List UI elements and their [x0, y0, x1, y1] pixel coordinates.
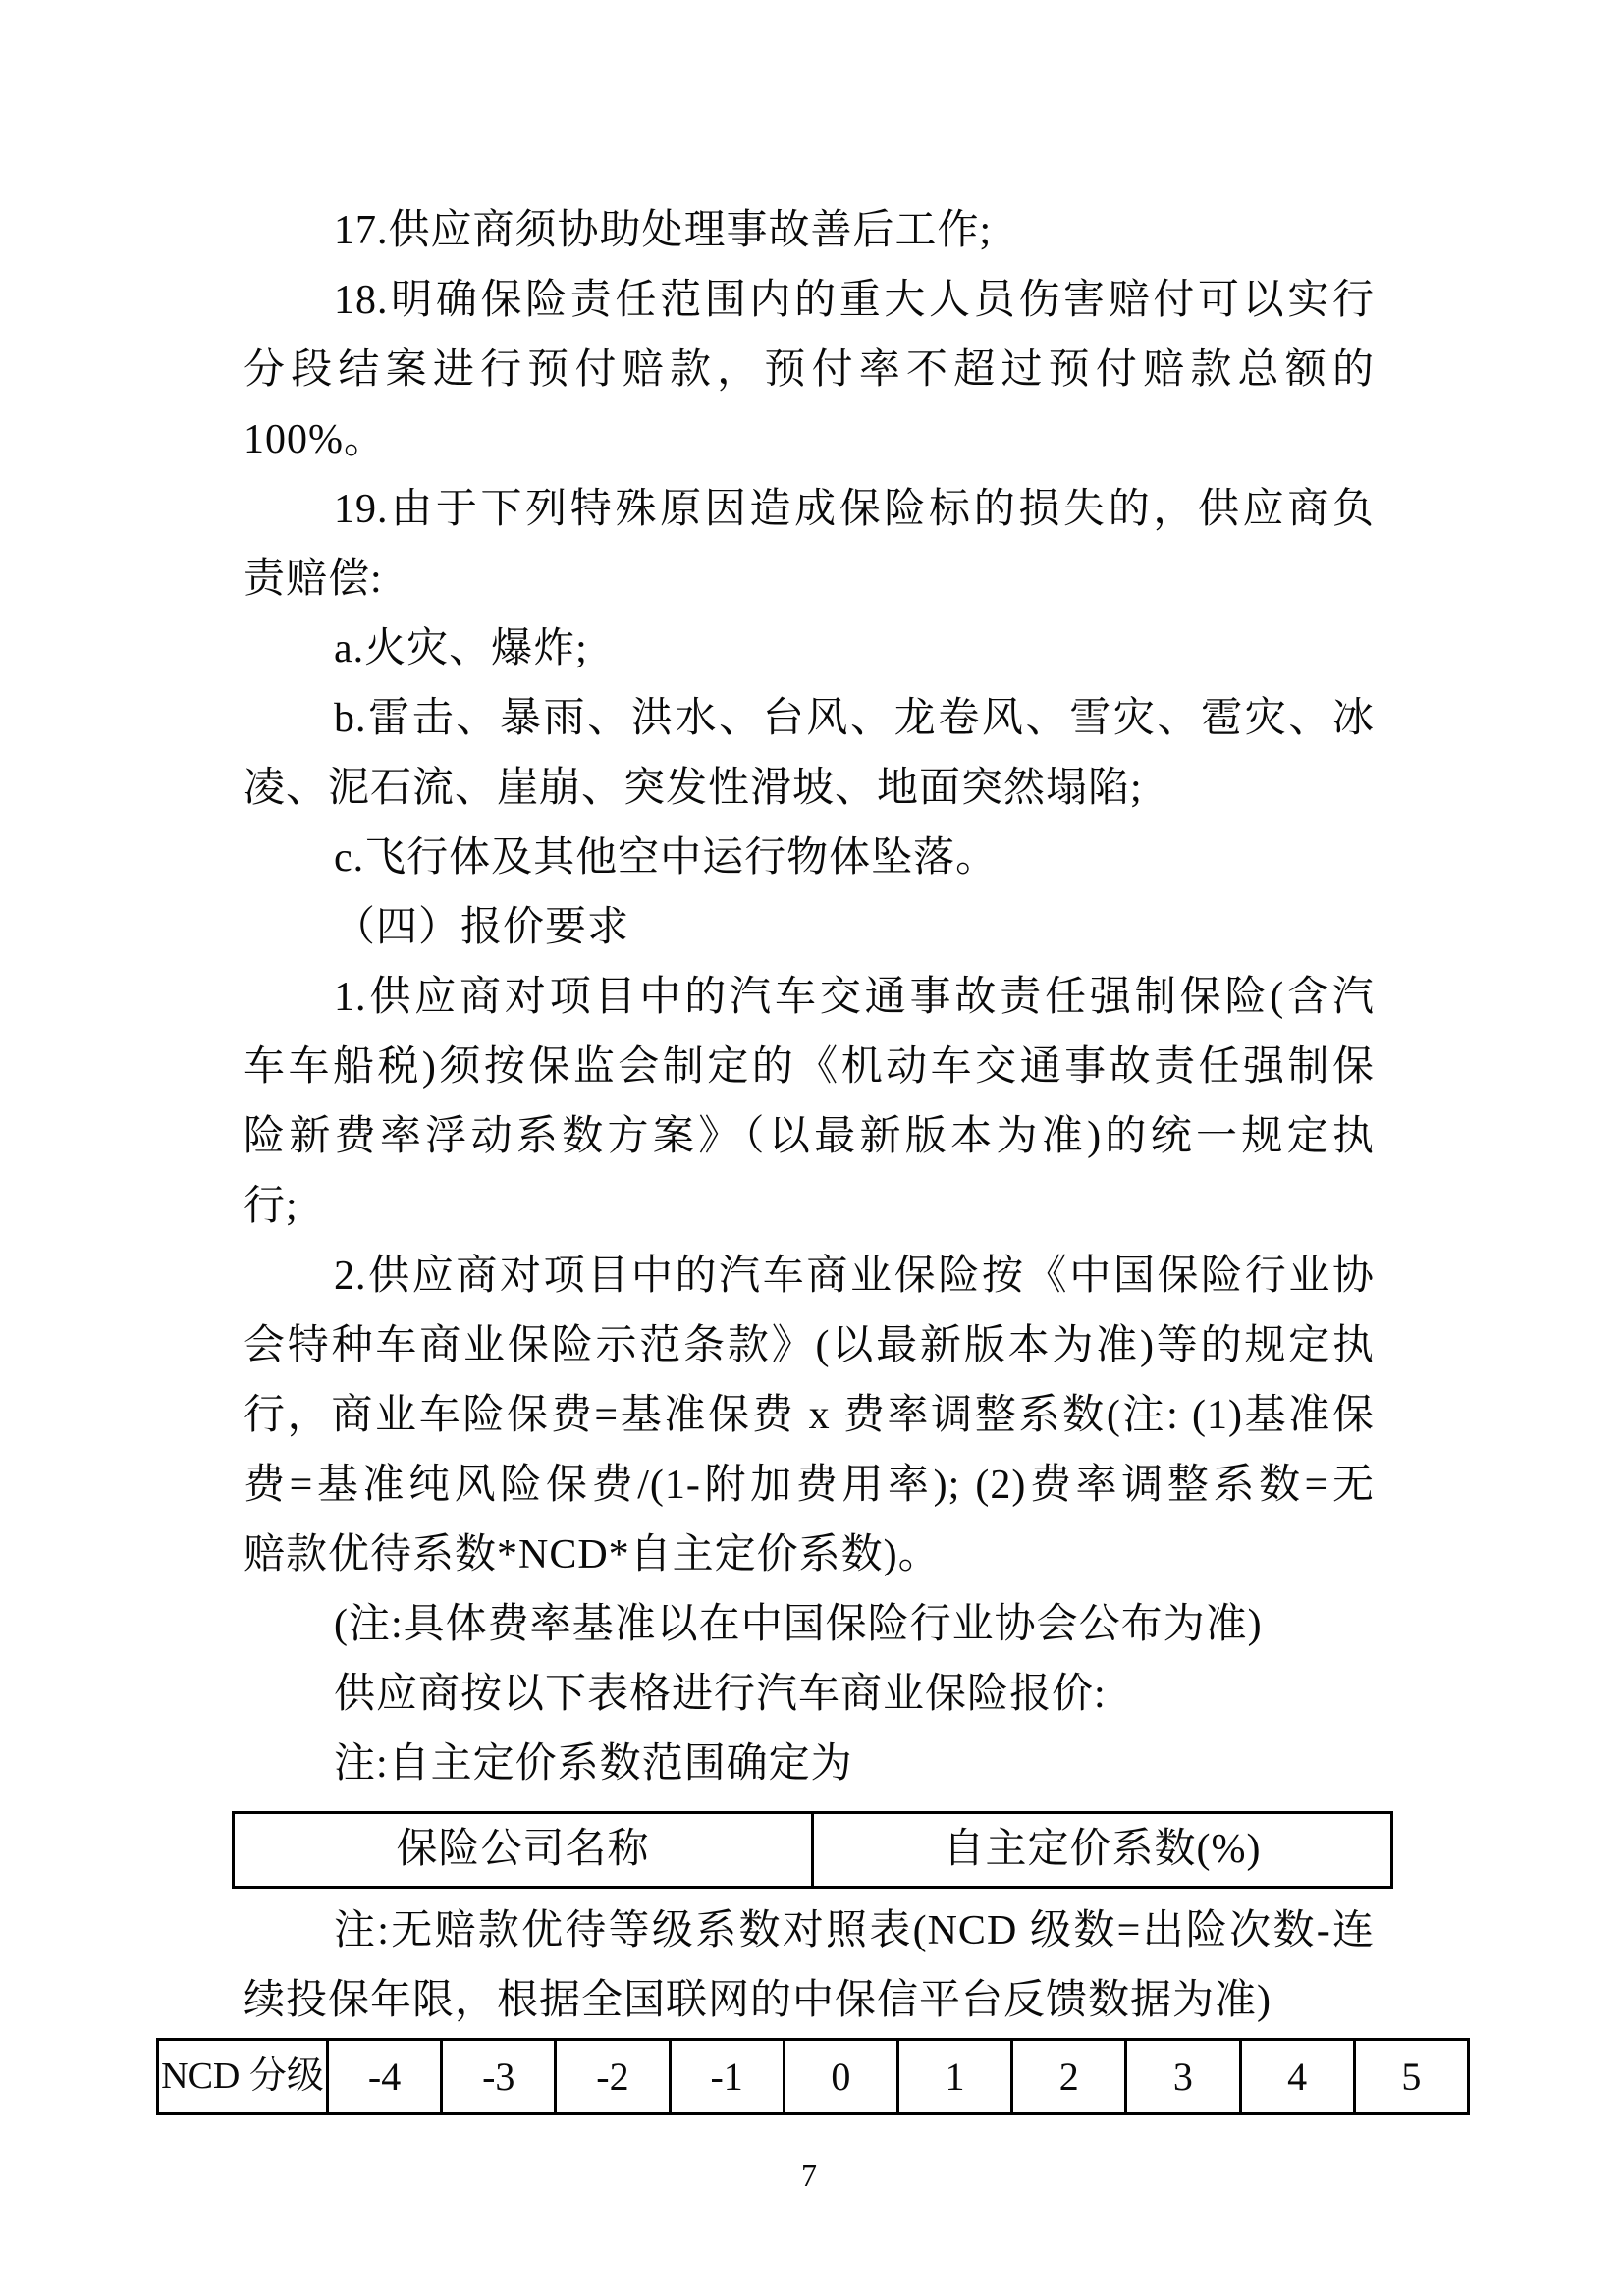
text-line: 注:无赔款优待等级系数对照表(NCD 级数=出险次数-连 — [334, 1908, 1375, 1953]
page-number: 7 — [801, 2158, 817, 2193]
text-line: 18.明确保险责任范围内的重大人员伤害赔付可以实行 — [334, 278, 1375, 323]
text-line: 费=基准纯风险保费/(1-附加费用率); (2)费率调整系数=无 — [244, 1463, 1375, 1508]
text-line: 险新费率浮动系数方案》（以最新版本为准)的统一规定执 — [244, 1114, 1375, 1159]
ncd-grade-cell: -2 — [556, 2040, 670, 2114]
text-line: 1.供应商对项目中的汽车交通事故责任强制保险(含汽 — [334, 975, 1375, 1020]
ncd-table-row — [158, 2040, 1469, 2114]
ncd-grade-cell: -1 — [670, 2040, 784, 2114]
ncd-grade-cell: 0 — [784, 2040, 897, 2114]
pricing-table-coefficient-header: 自主定价系数(%) — [813, 1813, 1392, 1888]
text-line: 车车船税)须按保监会制定的《机动车交通事故责任强制保 — [244, 1044, 1375, 1090]
ncd-table — [156, 2038, 1470, 2115]
document-body — [161, 196, 1422, 2211]
ncd-grade-cell: 2 — [1012, 2040, 1126, 2114]
text-line: （四）报价要求 — [334, 905, 630, 950]
ncd-grade-cell: 4 — [1240, 2040, 1354, 2114]
text-line: 会特种车商业保险示范条款》(以最新版本为准)等的规定执 — [244, 1323, 1375, 1368]
ncd-grade-cell: 1 — [897, 2040, 1011, 2114]
ncd-grade-label: NCD 分级 — [158, 2040, 328, 2114]
text-line: 注:自主定价系数范围确定为 — [334, 1741, 853, 1787]
text-line: 2.供应商对项目中的汽车商业保险按《中国保险行业协 — [334, 1254, 1375, 1299]
pricing-table — [232, 1811, 1393, 1889]
ncd-grade-cell: -3 — [442, 2040, 556, 2114]
text-line: 赔款优待系数*NCD*自主定价系数)。 — [244, 1532, 941, 1577]
pricing-table-header-row — [234, 1813, 1392, 1888]
text-line: 续投保年限，根据全国联网的中保信平台反馈数据为准) — [244, 1978, 1272, 2023]
text-line: c.飞行体及其他空中运行物体坠落。 — [334, 835, 999, 881]
text-line: 100%。 — [244, 417, 386, 462]
pricing-table-company-header: 保险公司名称 — [234, 1813, 813, 1888]
text-line: 供应商按以下表格进行汽车商业保险报价: — [334, 1672, 1107, 1717]
text-line: b.雷击、暴雨、洪水、台风、龙卷风、雪灾、雹灾、冰 — [334, 696, 1375, 741]
text-line: 分段结案进行预付赔款，预付率不超过预付赔款总额的 — [244, 347, 1375, 393]
ncd-grade-cell: -4 — [328, 2040, 442, 2114]
text-line: (注:具体费率基准以在中国保险行业协会公布为准) — [334, 1602, 1263, 1647]
text-line: 行; — [244, 1184, 298, 1229]
text-line: 行，商业车险保费=基准保费 x 费率调整系数(注: (1)基准保 — [244, 1393, 1375, 1438]
text-line: 凌、泥石流、崖崩、突发性滑坡、地面突然塌陷; — [244, 766, 1143, 811]
ncd-grade-cell: 5 — [1354, 2040, 1468, 2114]
text-line: 17.供应商须协助处理事故善后工作; — [334, 208, 993, 253]
text-line: 19.由于下列特殊原因造成保险标的损失的，供应商负 — [334, 487, 1375, 532]
text-line: a.火灾、爆炸; — [334, 626, 588, 671]
ncd-grade-cell: 3 — [1126, 2040, 1240, 2114]
text-line: 责赔偿: — [244, 557, 383, 602]
